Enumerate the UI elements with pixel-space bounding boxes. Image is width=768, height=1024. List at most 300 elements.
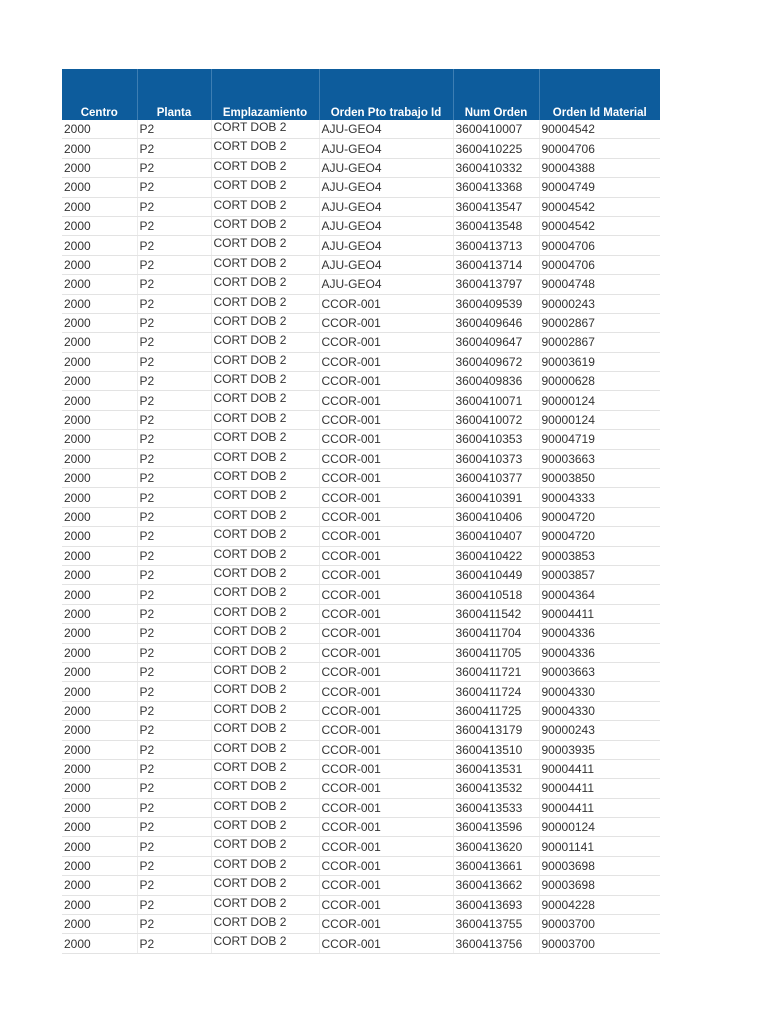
centro-cell: 2000 — [62, 624, 137, 643]
orden-id-material-cell: 90000243 — [539, 294, 660, 313]
num-orden-cell: 3600410407 — [453, 527, 539, 546]
orden-id-material-cell: 90004388 — [539, 158, 660, 177]
centro-cell: 2000 — [62, 818, 137, 837]
emplazamiento-cell: CORT DOB 2 — [211, 643, 319, 662]
planta-cell: P2 — [137, 876, 211, 895]
num-orden-cell: 3600413756 — [453, 934, 539, 953]
num-orden-cell: 3600413620 — [453, 837, 539, 856]
orden-pto-trabajo-cell: CCOR-001 — [319, 662, 453, 681]
centro-cell: 2000 — [62, 934, 137, 953]
centro-cell: 2000 — [62, 565, 137, 584]
centro-cell: 2000 — [62, 255, 137, 274]
table-row — [62, 934, 660, 953]
orden-pto-trabajo-cell: CCOR-001 — [319, 507, 453, 526]
orden-id-material-cell: 90003663 — [539, 449, 660, 468]
orden-id-material-cell: 90003619 — [539, 352, 660, 371]
table-row — [62, 546, 660, 565]
emplazamiento-cell: CORT DOB 2 — [211, 469, 319, 488]
centro-cell: 2000 — [62, 915, 137, 934]
planta-cell: P2 — [137, 139, 211, 158]
orden-pto-trabajo-cell: CCOR-001 — [319, 915, 453, 934]
orden-id-material-cell: 90004749 — [539, 178, 660, 197]
num-orden-cell: 3600410406 — [453, 507, 539, 526]
orden-pto-trabajo-cell: CCOR-001 — [319, 333, 453, 352]
planta-cell: P2 — [137, 856, 211, 875]
centro-cell: 2000 — [62, 721, 137, 740]
planta-cell: P2 — [137, 759, 211, 778]
emplazamiento-cell: CORT DOB 2 — [211, 876, 319, 895]
orden-pto-trabajo-cell: CCOR-001 — [319, 759, 453, 778]
centro-cell: 2000 — [62, 391, 137, 410]
planta-cell: P2 — [137, 197, 211, 216]
orden-id-material-cell: 90004330 — [539, 701, 660, 720]
centro-cell: 2000 — [62, 740, 137, 759]
emplazamiento-cell: CORT DOB 2 — [211, 721, 319, 740]
centro-cell: 2000 — [62, 759, 137, 778]
planta-cell: P2 — [137, 604, 211, 623]
orden-pto-trabajo-cell: CCOR-001 — [319, 643, 453, 662]
table-row — [62, 488, 660, 507]
planta-cell: P2 — [137, 837, 211, 856]
emplazamiento-cell: CORT DOB 2 — [211, 740, 319, 759]
table-row — [62, 876, 660, 895]
orden-pto-trabajo-cell: CCOR-001 — [319, 818, 453, 837]
orden-id-material-cell: 90004706 — [539, 139, 660, 158]
orden-pto-trabajo-cell: CCOR-001 — [319, 313, 453, 332]
centro-cell: 2000 — [62, 856, 137, 875]
orden-pto-trabajo-cell: CCOR-001 — [319, 391, 453, 410]
centro-cell: 2000 — [62, 682, 137, 701]
planta-cell: P2 — [137, 662, 211, 681]
orden-id-material-cell: 90004228 — [539, 895, 660, 914]
table-row — [62, 624, 660, 643]
header-num-orden: Num Orden — [453, 69, 539, 120]
orden-pto-trabajo-cell: AJU-GEO4 — [319, 197, 453, 216]
orden-id-material-cell: 90004706 — [539, 255, 660, 274]
orden-pto-trabajo-cell: CCOR-001 — [319, 837, 453, 856]
emplazamiento-cell: CORT DOB 2 — [211, 410, 319, 429]
orden-pto-trabajo-cell: CCOR-001 — [319, 372, 453, 391]
planta-cell: P2 — [137, 915, 211, 934]
table-row — [62, 139, 660, 158]
orden-pto-trabajo-cell: AJU-GEO4 — [319, 236, 453, 255]
emplazamiento-cell: CORT DOB 2 — [211, 934, 319, 953]
num-orden-cell: 3600410373 — [453, 449, 539, 468]
num-orden-cell: 3600413714 — [453, 255, 539, 274]
centro-cell: 2000 — [62, 216, 137, 235]
emplazamiento-cell: CORT DOB 2 — [211, 197, 319, 216]
orden-pto-trabajo-cell: AJU-GEO4 — [319, 216, 453, 235]
table-row — [62, 662, 660, 681]
emplazamiento-cell: CORT DOB 2 — [211, 798, 319, 817]
num-orden-cell: 3600409646 — [453, 313, 539, 332]
emplazamiento-cell: CORT DOB 2 — [211, 915, 319, 934]
emplazamiento-cell: CORT DOB 2 — [211, 759, 319, 778]
planta-cell: P2 — [137, 236, 211, 255]
orden-pto-trabajo-cell: CCOR-001 — [319, 565, 453, 584]
emplazamiento-cell: CORT DOB 2 — [211, 682, 319, 701]
orden-pto-trabajo-cell: CCOR-001 — [319, 721, 453, 740]
centro-cell: 2000 — [62, 449, 137, 468]
centro-cell: 2000 — [62, 178, 137, 197]
emplazamiento-cell: CORT DOB 2 — [211, 565, 319, 584]
num-orden-cell: 3600410353 — [453, 430, 539, 449]
emplazamiento-cell: CORT DOB 2 — [211, 662, 319, 681]
centro-cell: 2000 — [62, 236, 137, 255]
planta-cell: P2 — [137, 430, 211, 449]
num-orden-cell: 3600410377 — [453, 469, 539, 488]
orden-id-material-cell: 90004411 — [539, 759, 660, 778]
num-orden-cell: 3600413548 — [453, 216, 539, 235]
planta-cell: P2 — [137, 275, 211, 294]
emplazamiento-cell: CORT DOB 2 — [211, 488, 319, 507]
num-orden-cell: 3600409836 — [453, 372, 539, 391]
num-orden-cell: 3600413531 — [453, 759, 539, 778]
num-orden-cell: 3600411705 — [453, 643, 539, 662]
num-orden-cell: 3600410007 — [453, 120, 539, 139]
orden-pto-trabajo-cell: CCOR-001 — [319, 527, 453, 546]
orden-pto-trabajo-cell: CCOR-001 — [319, 624, 453, 643]
emplazamiento-cell: CORT DOB 2 — [211, 372, 319, 391]
table-row — [62, 818, 660, 837]
centro-cell: 2000 — [62, 488, 137, 507]
planta-cell: P2 — [137, 255, 211, 274]
planta-cell: P2 — [137, 585, 211, 604]
emplazamiento-cell: CORT DOB 2 — [211, 701, 319, 720]
table-row — [62, 779, 660, 798]
table-row — [62, 759, 660, 778]
table-row — [62, 294, 660, 313]
num-orden-cell: 3600409672 — [453, 352, 539, 371]
table-row — [62, 216, 660, 235]
centro-cell: 2000 — [62, 643, 137, 662]
table-row — [62, 565, 660, 584]
emplazamiento-cell: CORT DOB 2 — [211, 507, 319, 526]
emplazamiento-cell: CORT DOB 2 — [211, 255, 319, 274]
num-orden-cell: 3600411721 — [453, 662, 539, 681]
orden-id-material-cell: 90004336 — [539, 624, 660, 643]
planta-cell: P2 — [137, 798, 211, 817]
planta-cell: P2 — [137, 352, 211, 371]
orden-pto-trabajo-cell: AJU-GEO4 — [319, 120, 453, 139]
table-row — [62, 721, 660, 740]
planta-cell: P2 — [137, 294, 211, 313]
centro-cell: 2000 — [62, 333, 137, 352]
orden-pto-trabajo-cell: CCOR-001 — [319, 779, 453, 798]
table-row — [62, 469, 660, 488]
orden-id-material-cell: 90001141 — [539, 837, 660, 856]
table-row — [62, 701, 660, 720]
orden-pto-trabajo-cell: CCOR-001 — [319, 856, 453, 875]
table-row — [62, 372, 660, 391]
centro-cell: 2000 — [62, 546, 137, 565]
orden-id-material-cell: 90004336 — [539, 643, 660, 662]
orden-pto-trabajo-cell: AJU-GEO4 — [319, 158, 453, 177]
header-emplazamiento: Emplazamiento — [211, 69, 319, 120]
table-row — [62, 449, 660, 468]
orden-id-material-cell: 90003698 — [539, 856, 660, 875]
num-orden-cell: 3600413596 — [453, 818, 539, 837]
orden-id-material-cell: 90004542 — [539, 197, 660, 216]
centro-cell: 2000 — [62, 352, 137, 371]
table-row — [62, 275, 660, 294]
table-row — [62, 643, 660, 662]
centro-cell: 2000 — [62, 876, 137, 895]
orden-id-material-cell: 90003698 — [539, 876, 660, 895]
table-row — [62, 682, 660, 701]
num-orden-cell: 3600413693 — [453, 895, 539, 914]
planta-cell: P2 — [137, 643, 211, 662]
table-row — [62, 585, 660, 604]
emplazamiento-cell: CORT DOB 2 — [211, 294, 319, 313]
num-orden-cell: 3600410225 — [453, 139, 539, 158]
centro-cell: 2000 — [62, 120, 137, 139]
emplazamiento-cell: CORT DOB 2 — [211, 275, 319, 294]
orden-pto-trabajo-cell: CCOR-001 — [319, 876, 453, 895]
planta-cell: P2 — [137, 721, 211, 740]
num-orden-cell: 3600413662 — [453, 876, 539, 895]
emplazamiento-cell: CORT DOB 2 — [211, 352, 319, 371]
num-orden-cell: 3600409539 — [453, 294, 539, 313]
centro-cell: 2000 — [62, 701, 137, 720]
orden-id-material-cell: 90002867 — [539, 313, 660, 332]
table-row — [62, 798, 660, 817]
num-orden-cell: 3600413755 — [453, 915, 539, 934]
table-row — [62, 856, 660, 875]
orden-pto-trabajo-cell: CCOR-001 — [319, 469, 453, 488]
num-orden-cell: 3600410072 — [453, 410, 539, 429]
num-orden-cell: 3600411725 — [453, 701, 539, 720]
header-orden-id-material: Orden Id Material — [539, 69, 660, 120]
planta-cell: P2 — [137, 178, 211, 197]
orden-pto-trabajo-cell: CCOR-001 — [319, 604, 453, 623]
orden-id-material-cell: 90004411 — [539, 779, 660, 798]
centro-cell: 2000 — [62, 430, 137, 449]
centro-cell: 2000 — [62, 275, 137, 294]
orden-pto-trabajo-cell: CCOR-001 — [319, 934, 453, 953]
orden-pto-trabajo-cell: AJU-GEO4 — [319, 275, 453, 294]
orden-pto-trabajo-cell: CCOR-001 — [319, 701, 453, 720]
emplazamiento-cell: CORT DOB 2 — [211, 837, 319, 856]
emplazamiento-cell: CORT DOB 2 — [211, 449, 319, 468]
emplazamiento-cell: CORT DOB 2 — [211, 391, 319, 410]
table-row — [62, 604, 660, 623]
orden-pto-trabajo-cell: CCOR-001 — [319, 740, 453, 759]
emplazamiento-cell: CORT DOB 2 — [211, 120, 319, 139]
orden-pto-trabajo-cell: CCOR-001 — [319, 430, 453, 449]
num-orden-cell: 3600413368 — [453, 178, 539, 197]
planta-cell: P2 — [137, 527, 211, 546]
orden-pto-trabajo-cell: AJU-GEO4 — [319, 255, 453, 274]
orden-id-material-cell: 90003857 — [539, 565, 660, 584]
emplazamiento-cell: CORT DOB 2 — [211, 236, 319, 255]
planta-cell: P2 — [137, 372, 211, 391]
planta-cell: P2 — [137, 313, 211, 332]
num-orden-cell: 3600413713 — [453, 236, 539, 255]
table-row — [62, 120, 660, 139]
table-row — [62, 915, 660, 934]
header-centro: Centro — [62, 69, 137, 120]
planta-cell: P2 — [137, 895, 211, 914]
orden-pto-trabajo-cell: AJU-GEO4 — [319, 139, 453, 158]
centro-cell: 2000 — [62, 313, 137, 332]
orden-id-material-cell: 90004542 — [539, 120, 660, 139]
num-orden-cell: 3600411724 — [453, 682, 539, 701]
centro-cell: 2000 — [62, 585, 137, 604]
planta-cell: P2 — [137, 565, 211, 584]
num-orden-cell: 3600413179 — [453, 721, 539, 740]
header-orden-pto-trabajo-id: Orden Pto trabajo Id — [319, 69, 453, 120]
orden-pto-trabajo-cell: CCOR-001 — [319, 546, 453, 565]
emplazamiento-cell: CORT DOB 2 — [211, 624, 319, 643]
emplazamiento-cell: CORT DOB 2 — [211, 313, 319, 332]
planta-cell: P2 — [137, 391, 211, 410]
planta-cell: P2 — [137, 449, 211, 468]
emplazamiento-cell: CORT DOB 2 — [211, 333, 319, 352]
orden-id-material-cell: 90004333 — [539, 488, 660, 507]
table-row — [62, 507, 660, 526]
orden-pto-trabajo-cell: CCOR-001 — [319, 585, 453, 604]
centro-cell: 2000 — [62, 197, 137, 216]
orden-id-material-cell: 90003850 — [539, 469, 660, 488]
orden-id-material-cell: 90000628 — [539, 372, 660, 391]
orden-id-material-cell: 90000243 — [539, 721, 660, 740]
planta-cell: P2 — [137, 488, 211, 507]
table-row — [62, 391, 660, 410]
table-row — [62, 895, 660, 914]
orden-id-material-cell: 90004411 — [539, 604, 660, 623]
centro-cell: 2000 — [62, 294, 137, 313]
centro-cell: 2000 — [62, 410, 137, 429]
orden-id-material-cell: 90000124 — [539, 391, 660, 410]
orden-pto-trabajo-cell: CCOR-001 — [319, 798, 453, 817]
table-body — [62, 120, 660, 953]
emplazamiento-cell: CORT DOB 2 — [211, 895, 319, 914]
planta-cell: P2 — [137, 158, 211, 177]
emplazamiento-cell: CORT DOB 2 — [211, 178, 319, 197]
orden-id-material-cell: 90003700 — [539, 934, 660, 953]
centro-cell: 2000 — [62, 837, 137, 856]
num-orden-cell: 3600410518 — [453, 585, 539, 604]
planta-cell: P2 — [137, 507, 211, 526]
header-row — [62, 69, 660, 120]
centro-cell: 2000 — [62, 779, 137, 798]
table-row — [62, 352, 660, 371]
emplazamiento-cell: CORT DOB 2 — [211, 585, 319, 604]
orden-id-material-cell: 90004719 — [539, 430, 660, 449]
num-orden-cell: 3600413547 — [453, 197, 539, 216]
orden-id-material-cell: 90004364 — [539, 585, 660, 604]
planta-cell: P2 — [137, 546, 211, 565]
centro-cell: 2000 — [62, 527, 137, 546]
table-row — [62, 313, 660, 332]
table-row — [62, 197, 660, 216]
planta-cell: P2 — [137, 818, 211, 837]
num-orden-cell: 3600411542 — [453, 604, 539, 623]
orden-id-material-cell: 90002867 — [539, 333, 660, 352]
num-orden-cell: 3600413797 — [453, 275, 539, 294]
orden-id-material-cell: 90003935 — [539, 740, 660, 759]
emplazamiento-cell: CORT DOB 2 — [211, 604, 319, 623]
centro-cell: 2000 — [62, 469, 137, 488]
orden-id-material-cell: 90004706 — [539, 236, 660, 255]
table-row — [62, 740, 660, 759]
orden-id-material-cell: 90000124 — [539, 818, 660, 837]
planta-cell: P2 — [137, 410, 211, 429]
orden-pto-trabajo-cell: CCOR-001 — [319, 352, 453, 371]
num-orden-cell: 3600413510 — [453, 740, 539, 759]
num-orden-cell: 3600409647 — [453, 333, 539, 352]
num-orden-cell: 3600410422 — [453, 546, 539, 565]
num-orden-cell: 3600413661 — [453, 856, 539, 875]
num-orden-cell: 3600413533 — [453, 798, 539, 817]
table-row — [62, 527, 660, 546]
planta-cell: P2 — [137, 120, 211, 139]
planta-cell: P2 — [137, 740, 211, 759]
table-row — [62, 430, 660, 449]
orden-id-material-cell: 90004542 — [539, 216, 660, 235]
planta-cell: P2 — [137, 624, 211, 643]
planta-cell: P2 — [137, 333, 211, 352]
data-sheet — [62, 69, 660, 954]
emplazamiento-cell: CORT DOB 2 — [211, 818, 319, 837]
emplazamiento-cell: CORT DOB 2 — [211, 527, 319, 546]
centro-cell: 2000 — [62, 604, 137, 623]
centro-cell: 2000 — [62, 507, 137, 526]
planta-cell: P2 — [137, 701, 211, 720]
table-row — [62, 178, 660, 197]
emplazamiento-cell: CORT DOB 2 — [211, 139, 319, 158]
orden-pto-trabajo-cell: CCOR-001 — [319, 410, 453, 429]
centro-cell: 2000 — [62, 158, 137, 177]
table-row — [62, 255, 660, 274]
orden-id-material-cell: 90003700 — [539, 915, 660, 934]
emplazamiento-cell: CORT DOB 2 — [211, 856, 319, 875]
table-row — [62, 333, 660, 352]
planta-cell: P2 — [137, 934, 211, 953]
emplazamiento-cell: CORT DOB 2 — [211, 546, 319, 565]
num-orden-cell: 3600410391 — [453, 488, 539, 507]
table-row — [62, 158, 660, 177]
orders-table — [62, 69, 660, 954]
planta-cell: P2 — [137, 779, 211, 798]
orden-id-material-cell: 90003663 — [539, 662, 660, 681]
emplazamiento-cell: CORT DOB 2 — [211, 779, 319, 798]
orden-id-material-cell: 90003853 — [539, 546, 660, 565]
orden-id-material-cell: 90000124 — [539, 410, 660, 429]
orden-pto-trabajo-cell: CCOR-001 — [319, 294, 453, 313]
table-row — [62, 837, 660, 856]
orden-id-material-cell: 90004411 — [539, 798, 660, 817]
orden-id-material-cell: 90004748 — [539, 275, 660, 294]
orden-pto-trabajo-cell: AJU-GEO4 — [319, 178, 453, 197]
centro-cell: 2000 — [62, 895, 137, 914]
orden-pto-trabajo-cell: CCOR-001 — [319, 895, 453, 914]
orden-id-material-cell: 90004330 — [539, 682, 660, 701]
emplazamiento-cell: CORT DOB 2 — [211, 158, 319, 177]
num-orden-cell: 3600410071 — [453, 391, 539, 410]
planta-cell: P2 — [137, 216, 211, 235]
num-orden-cell: 3600413532 — [453, 779, 539, 798]
planta-cell: P2 — [137, 469, 211, 488]
num-orden-cell: 3600410449 — [453, 565, 539, 584]
emplazamiento-cell: CORT DOB 2 — [211, 216, 319, 235]
header-planta: Planta — [137, 69, 211, 120]
table-row — [62, 236, 660, 255]
orden-pto-trabajo-cell: CCOR-001 — [319, 449, 453, 468]
num-orden-cell: 3600410332 — [453, 158, 539, 177]
num-orden-cell: 3600411704 — [453, 624, 539, 643]
